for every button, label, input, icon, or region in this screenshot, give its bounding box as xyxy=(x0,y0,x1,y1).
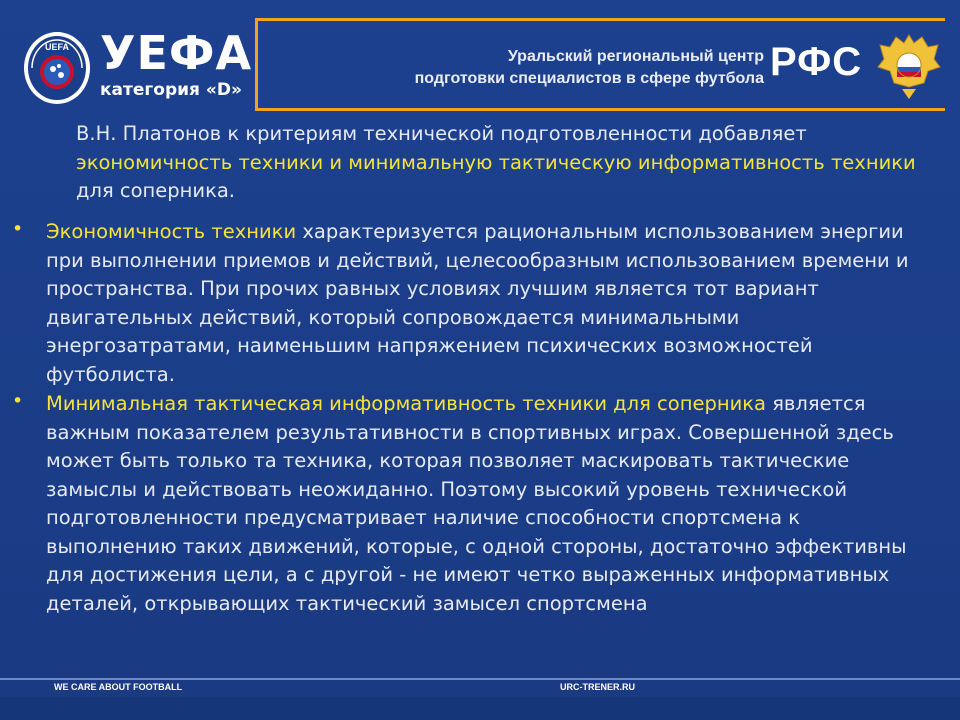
bullet-informativeness xyxy=(46,390,926,618)
intro-text-start: В.Н. Платонов к критериям технической подготовленности добавляет xyxy=(76,122,807,145)
header-top-rule xyxy=(255,18,945,21)
header-left-rule xyxy=(255,18,258,111)
uefa-logo-icon xyxy=(22,28,92,106)
svg-text:UEFA: UEFA xyxy=(44,42,70,52)
bullet-informativeness-highlight: Минимальная тактическая информативность техники для соперника xyxy=(46,392,766,415)
regional-center-name xyxy=(415,46,764,90)
header-bottom-rule xyxy=(255,108,945,111)
center-name-line2: подготовки специалистов в сфере футбола xyxy=(414,70,764,87)
footer-slogan: WE CARE ABOUT FOOTBALL xyxy=(54,682,183,692)
footer-website-link[interactable]: URC-TRENER.RU xyxy=(560,682,635,692)
rfs-title: РФС xyxy=(770,40,863,84)
rfs-eagle-emblem-icon xyxy=(876,27,942,105)
bullet-economy xyxy=(46,218,926,389)
uefa-category: категория «D» xyxy=(100,80,242,100)
footer-divider xyxy=(0,678,960,680)
intro-highlight: экономичность техники и минимальную тактическую информативность техники xyxy=(76,150,916,174)
bullet-marker-2: • xyxy=(12,390,24,412)
center-name-line1: Уральский региональный центр xyxy=(507,48,764,65)
bullet-economy-text: характеризуется рациональным использованием энергии при выполнении приемов и действий, целесообразным использованием времени и пространства. При прочих равных условиях лучшим является тот вариант двигательных действий, который сопровождается минимальными энергозатратами, наименьшим напряжением психических возможностей футболиста. xyxy=(46,220,909,386)
intro-paragraph xyxy=(76,120,936,206)
footer-band xyxy=(0,697,960,720)
bullet-informativeness-text: является важным показателем результативности в спортивных играх. Совершенной здесь может быть только та техника, которая позволяет маскировать тактические замыслы и действовать неожиданно. Поэтому высокий уровень технической подготовленности предусматривает наличие способности спортсмена к выполнению таких движений, которые, с одной стороны, достаточно эффективны для достижения цели, а с другой - не имеют четко выраженных информативных деталей, открывающих тактический замысел спортсмена xyxy=(46,392,907,615)
uefa-title: УЕФА xyxy=(100,26,253,80)
intro-text-end: для соперника. xyxy=(76,179,235,202)
bullet-marker-1: • xyxy=(12,218,24,240)
bullet-economy-highlight: Экономичность техники xyxy=(46,220,297,243)
